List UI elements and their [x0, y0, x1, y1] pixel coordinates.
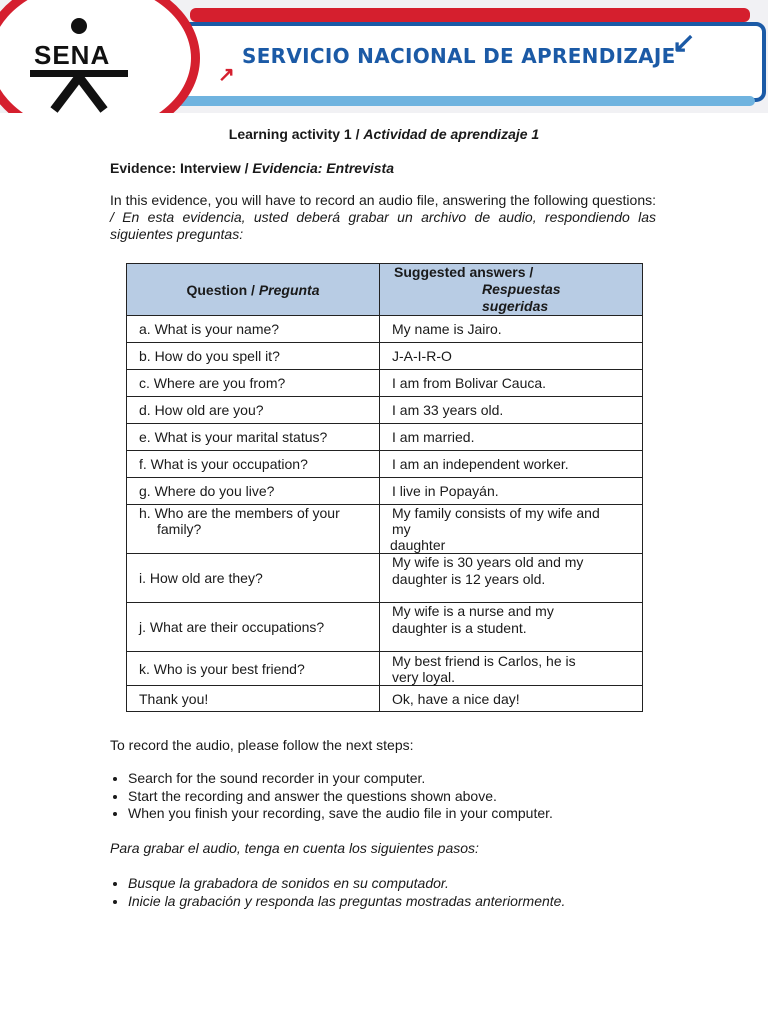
header-question-es: Pregunta — [258, 281, 320, 298]
intro-paragraph — [110, 192, 656, 243]
document-title — [0, 126, 768, 142]
header-answer-es-1: Respuestas — [482, 281, 561, 297]
question-cell — [127, 505, 380, 554]
table-row — [127, 478, 643, 505]
header-question-en: Question / — [186, 281, 259, 298]
blue-arrow-icon: ↙ — [672, 27, 696, 58]
answer-line: my — [392, 521, 411, 537]
question-cell: c. Where are you from? — [127, 370, 380, 397]
answer-line: daughter — [390, 537, 446, 553]
question-line: family? — [157, 521, 202, 537]
list-item: • Inicie la grabación y responda las preguntas mostradas anteriormente. — [128, 892, 565, 910]
answer-cell — [380, 652, 643, 686]
table-row — [127, 505, 643, 554]
steps-list — [110, 770, 553, 823]
steps-intro: To record the audio, please follow the next steps: — [110, 737, 414, 753]
list-item: • Busque la grabadora de sonidos en su computador. — [128, 874, 565, 892]
answer-line: My wife is a nurse and my — [392, 603, 554, 619]
table-row — [127, 424, 643, 451]
answer-line: My best friend is Carlos, he is — [392, 652, 576, 669]
question-cell: j. What are their occupations? — [127, 603, 380, 652]
table-row — [127, 343, 643, 370]
evidence-english: Evidence: Interview / — [110, 160, 253, 176]
question-cell: i. How old are they? — [127, 554, 380, 603]
banner-title: SERVICIO NACIONAL DE APRENDIZAJE — [242, 44, 676, 68]
question-cell: k. Who is your best friend? — [127, 652, 380, 686]
answer-cell — [380, 603, 643, 652]
evidence-spanish: Evidencia: Entrevista — [252, 160, 395, 176]
logo-text: SENA — [34, 40, 111, 70]
question-line: h. Who are the members of your — [139, 505, 340, 521]
question-cell: d. How old are you? — [127, 397, 380, 424]
table-row — [127, 370, 643, 397]
table-row — [127, 603, 643, 652]
intro-spanish: / En esta evidencia, usted deberá grabar un archivo de audio, respondiendo las siguientes preguntas: — [110, 209, 656, 242]
title-english: Learning activity 1 / — [228, 126, 364, 142]
steps-list-spanish — [110, 874, 565, 910]
answer-cell: Ok, have a nice day! — [380, 686, 643, 712]
answer-line: My family consists of my wife and — [392, 505, 600, 521]
header-banner — [0, 0, 768, 113]
evidence-heading — [110, 160, 394, 176]
banner-blue-stripe — [175, 96, 755, 106]
intro-english: In this evidence, you will have to record an audio file, answering the following questions: — [110, 192, 656, 208]
answer-line: very loyal. — [392, 668, 456, 685]
header-answer-es-2: sugeridas — [482, 298, 549, 314]
table-row — [127, 554, 643, 603]
answer-cell: My name is Jairo. — [380, 316, 643, 343]
questions-table — [126, 263, 643, 712]
question-cell: b. How do you spell it? — [127, 343, 380, 370]
header-answer-en: Suggested answers / — [394, 264, 534, 280]
table-row — [127, 316, 643, 343]
answer-cell: I am an independent worker. — [380, 451, 643, 478]
list-item: • Start the recording and answer the questions shown above. — [128, 788, 553, 806]
question-cell: e. What is your marital status? — [127, 424, 380, 451]
answer-line: daughter is a student. — [392, 620, 527, 636]
answer-line: daughter is 12 years old. — [392, 571, 546, 587]
header-answer — [380, 264, 643, 316]
list-item: • When you finish your recording, save the audio file in your computer. — [128, 805, 553, 823]
table-row — [127, 652, 643, 686]
answer-cell: I am 33 years old. — [380, 397, 643, 424]
table-row — [127, 397, 643, 424]
answer-line: My wife is 30 years old and my — [392, 554, 584, 570]
table-row — [127, 686, 643, 712]
question-cell: f. What is your occupation? — [127, 451, 380, 478]
question-cell: Thank you! — [127, 686, 380, 712]
answer-cell: I live in Popayán. — [380, 478, 643, 505]
question-cell: g. Where do you live? — [127, 478, 380, 505]
answer-cell — [380, 554, 643, 603]
steps-intro-spanish: Para grabar el audio, tenga en cuenta los siguientes pasos: — [110, 840, 479, 856]
banner-red-stripe — [190, 8, 750, 22]
table-header-row — [127, 264, 643, 316]
header-question — [127, 264, 380, 316]
answer-cell: I am from Bolivar Cauca. — [380, 370, 643, 397]
answer-cell: J-A-I-R-O — [380, 343, 643, 370]
red-arrow-icon: ↗ — [218, 64, 235, 86]
table-row — [127, 451, 643, 478]
answer-cell — [380, 505, 643, 554]
title-spanish: Actividad de aprendizaje 1 — [363, 126, 540, 142]
list-item: • Search for the sound recorder in your computer. — [128, 770, 553, 788]
answer-cell: I am married. — [380, 424, 643, 451]
question-cell: a. What is your name? — [127, 316, 380, 343]
